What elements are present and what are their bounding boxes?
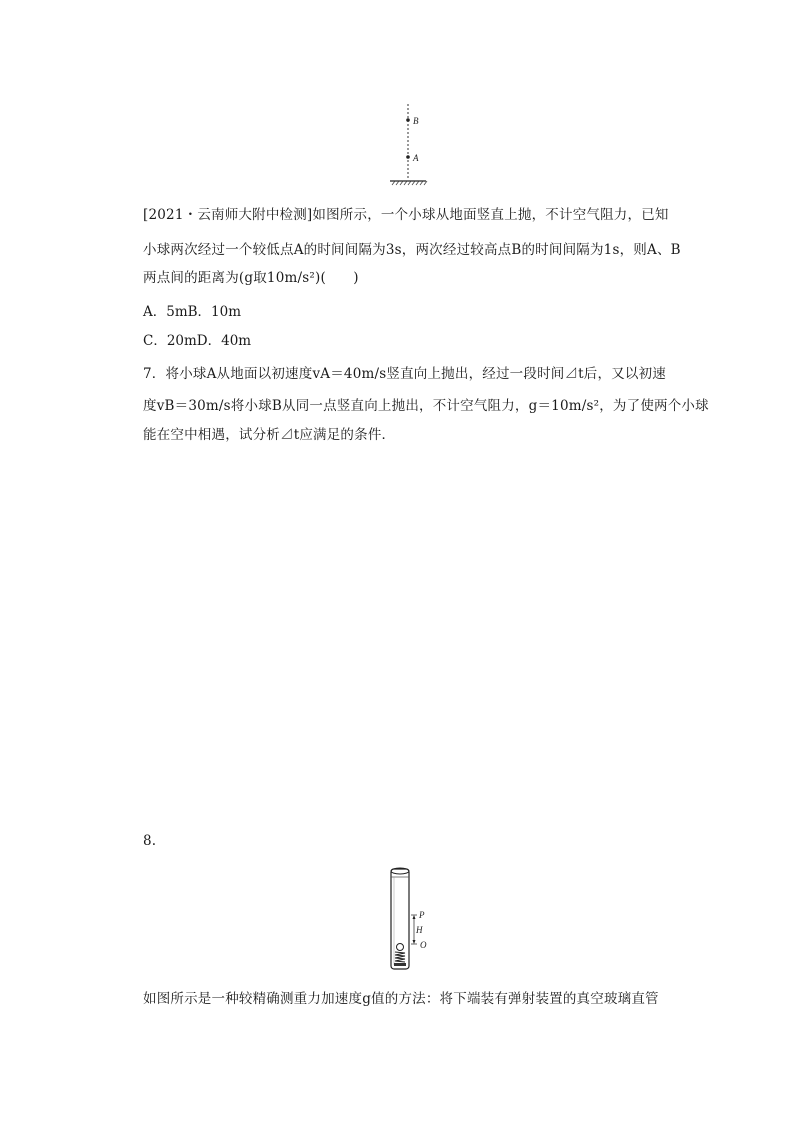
figure-vertical-throw-diagram [370,100,440,190]
q7-line-2: 度vB＝30m/s将小球B从同一点竖直向上抛出，不计空气阻力，g＝10m/s²，为了使两个小球 [143,398,709,414]
q8-number: 8. [143,833,157,849]
q6-option-cd: C．20mD．40m [143,333,252,349]
label-o: O [420,940,427,950]
q6-line-2: 小球两次经过一个较低点A的时间间隔为3s，两次经过较高点B的时间间隔为1s，则A、B [143,242,681,258]
q6-line-3: 两点间的距离为(g取10m/s²)( ) [143,270,359,286]
label-b: B [413,116,419,126]
q7-line-1: 7．将小球A从地面以初速度vA＝40m/s竖直向上抛出，经过一段时间⊿t后，又以初速 [143,366,666,382]
q8-intro: 如图所示是一种较精确测重力加速度g值的方法：将下端装有弹射装置的真空玻璃直管 [143,991,659,1007]
label-h: H [416,925,423,935]
point-a [406,155,410,159]
figure-vacuum-tube-diagram [380,863,440,975]
q6-line-1: [2021・云南师大附中检测]如图所示，一个小球从地面竖直上抛，不计空气阻力，已知 [143,207,669,223]
q7-line-3: 能在空中相遇，试分析⊿t应满足的条件． [143,427,396,443]
point-b [406,118,410,122]
ball [397,944,404,951]
label-a: A [413,153,419,163]
ground-hatching [392,181,427,185]
q6-option-ab: A．5mB．10m [143,304,242,320]
spring-launcher [395,952,405,962]
label-p: P [419,910,425,920]
